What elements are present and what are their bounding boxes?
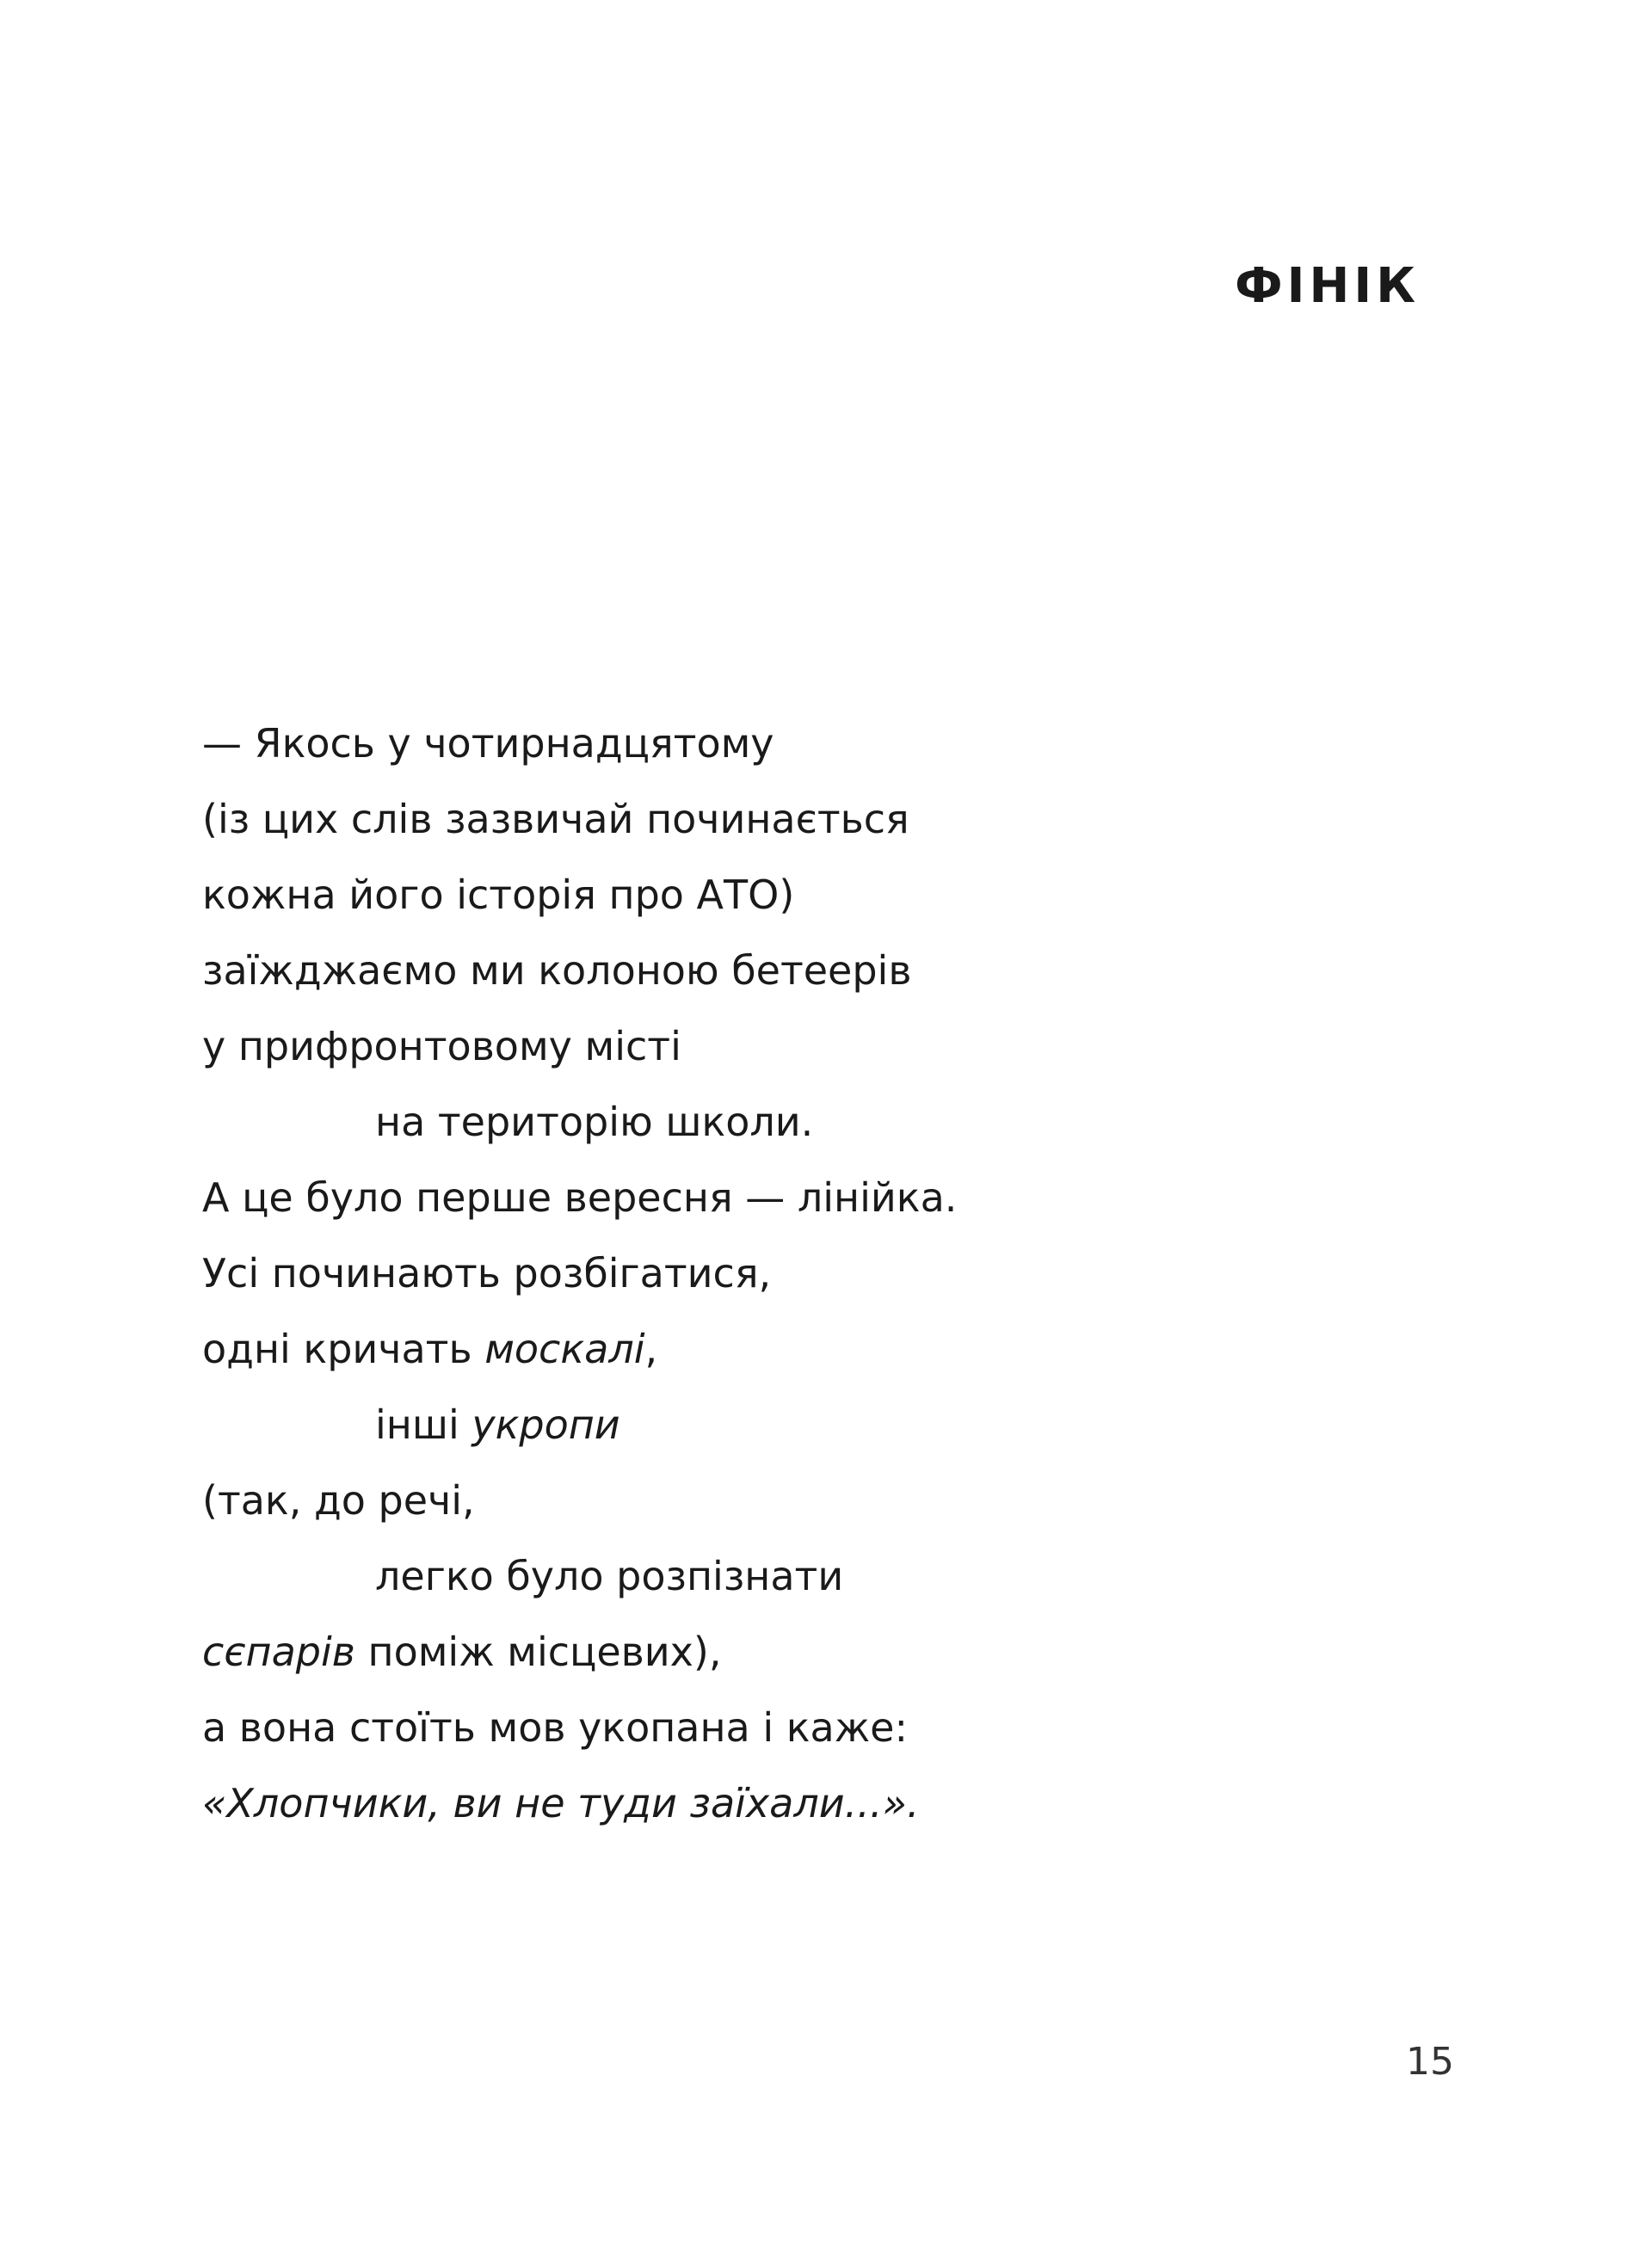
poem-text: ,: [644, 1326, 658, 1372]
poem-line: — Якось у чотирнадцятому: [202, 720, 774, 767]
poem-line: (так, до речі,: [202, 1477, 475, 1524]
poem-line: А це було перше вересня — лінійка.: [202, 1174, 958, 1221]
poem-title: ФІНІК: [1235, 258, 1420, 314]
poem-line: а вона стоїть мов укопана і каже:: [202, 1704, 908, 1751]
poem-line: у прифронтовому місті: [202, 1023, 681, 1069]
poem-line: (із цих слів зазвичай починається: [202, 796, 909, 842]
poem-line-indented: легко було розпізнати: [375, 1553, 844, 1599]
poem-line: кожна його історія про АТО): [202, 872, 795, 918]
poem-text: поміж місцевих),: [354, 1629, 722, 1675]
poem-line: заїжджаємо ми колоною бетеерів: [202, 947, 912, 994]
poem-line-indented: [202, 1387, 1321, 1463]
poem-text: одні кричать: [202, 1326, 485, 1372]
poem-line-indented: на територію школи.: [375, 1099, 814, 1145]
poem-italic-word: укропи: [472, 1401, 620, 1448]
poem-line: [202, 1614, 1321, 1690]
poem-italic-word: москалі: [484, 1326, 645, 1372]
page-number: 15: [1406, 2040, 1454, 2084]
poem-line: [202, 1311, 1321, 1387]
poem-line-italic: «Хлопчики, ви не туди заїхали...».: [202, 1780, 920, 1826]
poem-line: Усі починають розбігатися,: [202, 1250, 772, 1297]
poem-italic-word: сєпарів: [202, 1629, 355, 1675]
poem-body: [202, 705, 1321, 1841]
poem-text: інші: [375, 1401, 472, 1448]
